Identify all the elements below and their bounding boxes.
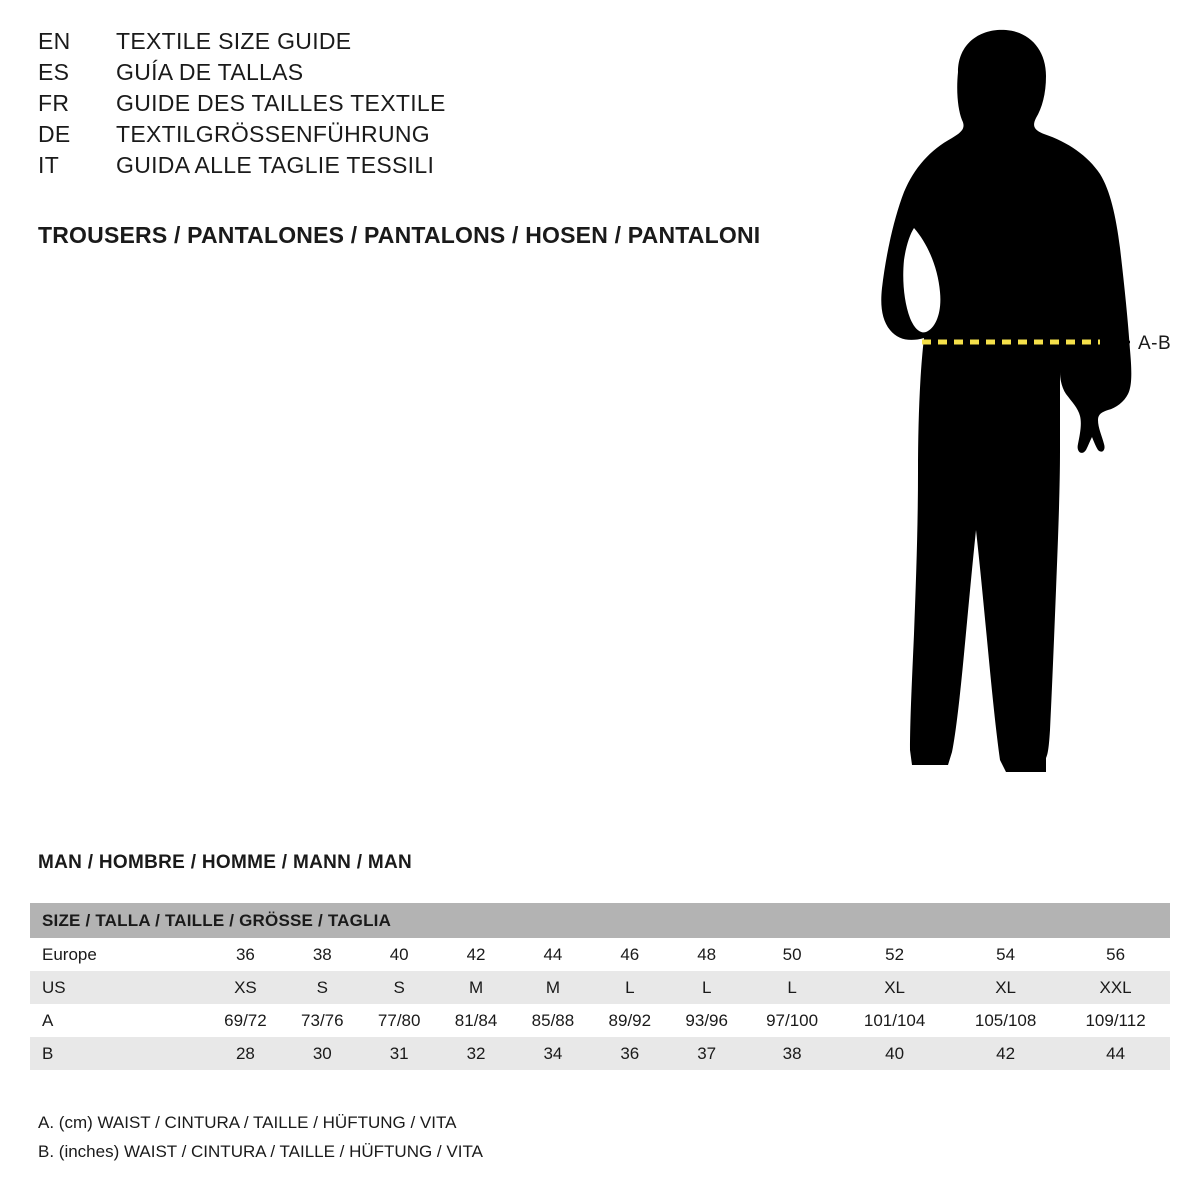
cell: 93/96 bbox=[668, 1004, 745, 1037]
cell: XL bbox=[950, 971, 1061, 1004]
language-row bbox=[38, 28, 798, 59]
cell: 40 bbox=[361, 938, 438, 971]
language-row bbox=[38, 152, 798, 183]
size-table bbox=[30, 903, 1170, 1070]
cell: 73/76 bbox=[284, 1004, 361, 1037]
man-section-title: MAN / HOMBRE / HOMME / MANN / MAN bbox=[38, 852, 413, 873]
language-row bbox=[38, 121, 798, 152]
cell: 36 bbox=[207, 938, 284, 971]
garment-type-line: TROUSERS / PANTALONES / PANTALONS / HOSEN / PANTALONI bbox=[38, 222, 761, 248]
cell: L bbox=[668, 971, 745, 1004]
cell: 69/72 bbox=[207, 1004, 284, 1037]
cell: 48 bbox=[668, 938, 745, 971]
cell: M bbox=[438, 971, 515, 1004]
silhouette-icon bbox=[810, 20, 1190, 800]
cell: 30 bbox=[284, 1037, 361, 1070]
cell: 42 bbox=[438, 938, 515, 971]
cell: XXL bbox=[1061, 971, 1170, 1004]
cell: L bbox=[745, 971, 839, 1004]
cell: 44 bbox=[515, 938, 592, 971]
cell: S bbox=[361, 971, 438, 1004]
cell: 77/80 bbox=[361, 1004, 438, 1037]
measurement-label-ab: A-B bbox=[1138, 333, 1172, 354]
cell: XS bbox=[207, 971, 284, 1004]
language-title-list bbox=[38, 28, 798, 183]
language-code: DE bbox=[38, 121, 71, 147]
cell: 50 bbox=[745, 938, 839, 971]
cell: 38 bbox=[745, 1037, 839, 1070]
language-code: IT bbox=[38, 152, 60, 178]
cell: XL bbox=[839, 971, 950, 1004]
table-header-row bbox=[30, 903, 1170, 938]
row-label: US bbox=[30, 971, 207, 1004]
cell: 28 bbox=[207, 1037, 284, 1070]
cell: 44 bbox=[1061, 1037, 1170, 1070]
cell: 81/84 bbox=[438, 1004, 515, 1037]
cell: 109/112 bbox=[1061, 1004, 1170, 1037]
cell: 56 bbox=[1061, 938, 1170, 971]
language-row bbox=[38, 90, 798, 121]
cell: 101/104 bbox=[839, 1004, 950, 1037]
footnote-b: B. (inches) WAIST / CINTURA / TAILLE / HÜFTUNG / VITA bbox=[38, 1142, 483, 1161]
cell: 32 bbox=[438, 1037, 515, 1070]
cell: 97/100 bbox=[745, 1004, 839, 1037]
cell: 54 bbox=[950, 938, 1061, 971]
language-code: ES bbox=[38, 59, 70, 85]
language-title: TEXTILE SIZE GUIDE bbox=[116, 28, 352, 54]
row-label: A bbox=[30, 1004, 207, 1037]
cell: 52 bbox=[839, 938, 950, 971]
cell: S bbox=[284, 971, 361, 1004]
language-code: FR bbox=[38, 90, 70, 116]
cell: 38 bbox=[284, 938, 361, 971]
size-table-body bbox=[30, 938, 1170, 1070]
footnote-a: A. (cm) WAIST / CINTURA / TAILLE / HÜFTUNG / VITA bbox=[38, 1113, 457, 1132]
cell: 46 bbox=[591, 938, 668, 971]
cell: 34 bbox=[515, 1037, 592, 1070]
cell: M bbox=[515, 971, 592, 1004]
size-table-header-label: SIZE / TALLA / TAILLE / GRÖSSE / TAGLIA bbox=[30, 903, 1170, 938]
footnotes bbox=[38, 1108, 483, 1166]
cell: 31 bbox=[361, 1037, 438, 1070]
language-title: TEXTILGRÖSSENFÜHRUNG bbox=[116, 121, 430, 147]
cell: 42 bbox=[950, 1037, 1061, 1070]
cell: 89/92 bbox=[591, 1004, 668, 1037]
size-table-head bbox=[30, 903, 1170, 938]
language-row bbox=[38, 59, 798, 90]
row-label: Europe bbox=[30, 938, 207, 971]
cell: 40 bbox=[839, 1037, 950, 1070]
table-row bbox=[30, 1004, 1170, 1037]
table-row bbox=[30, 938, 1170, 971]
cell: L bbox=[591, 971, 668, 1004]
cell: 85/88 bbox=[515, 1004, 592, 1037]
table-row bbox=[30, 971, 1170, 1004]
language-code: EN bbox=[38, 28, 71, 54]
table-row bbox=[30, 1037, 1170, 1070]
cell: 105/108 bbox=[950, 1004, 1061, 1037]
row-label: B bbox=[30, 1037, 207, 1070]
cell: 36 bbox=[591, 1037, 668, 1070]
cell: 37 bbox=[668, 1037, 745, 1070]
language-title: GUIDE DES TAILLES TEXTILE bbox=[116, 90, 446, 116]
language-title: GUÍA DE TALLAS bbox=[116, 59, 304, 85]
man-silhouette-figure bbox=[810, 20, 1190, 800]
language-title: GUIDA ALLE TAGLIE TESSILI bbox=[116, 152, 435, 178]
